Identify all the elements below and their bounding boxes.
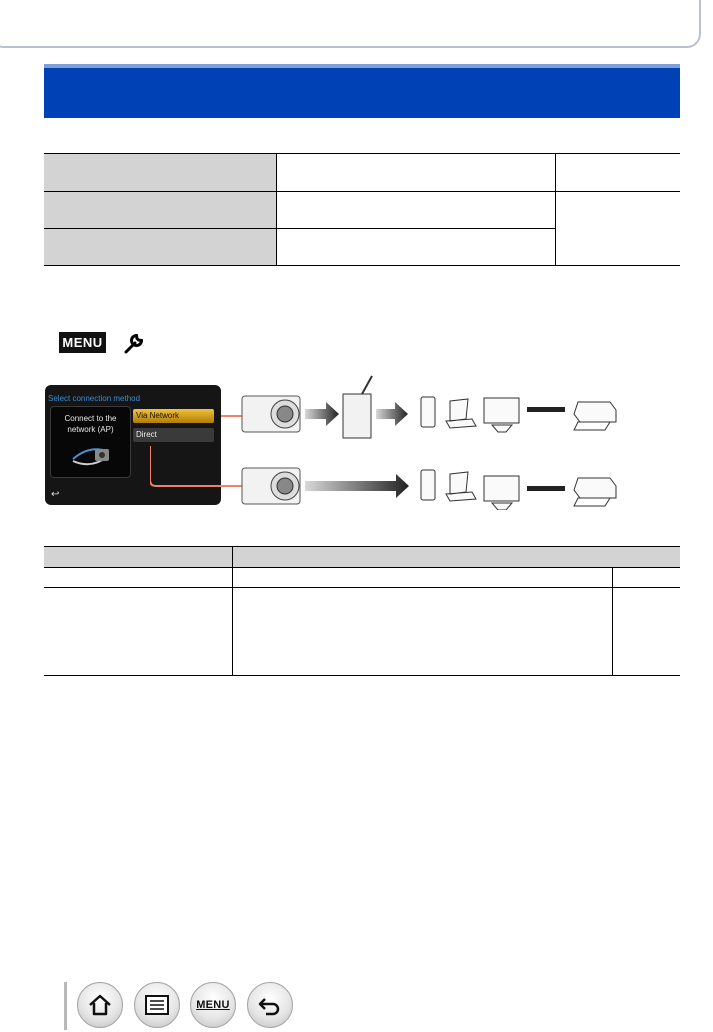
direct-connector <box>150 446 242 486</box>
section-title-bar <box>44 64 680 118</box>
home-icon <box>87 993 113 1017</box>
table-1-row-1-header <box>44 154 276 191</box>
back-arrow-icon <box>257 994 283 1016</box>
arrow-router-to-devices <box>376 402 408 426</box>
back-button[interactable] <box>247 982 293 1028</box>
menu-icon: MENU <box>196 999 230 1011</box>
table-1-row-3-header <box>44 229 276 265</box>
page-top-frame <box>0 0 701 48</box>
menu-button[interactable] <box>190 982 236 1028</box>
camera-screen-title: Select connection method <box>48 394 141 403</box>
arrow-camera-to-router <box>305 402 339 426</box>
back-icon[interactable]: ↩ <box>51 489 60 500</box>
table-2-col-divider-2 <box>612 568 613 675</box>
bottom-nav-rule <box>64 982 67 1030</box>
camera-icon-top <box>242 396 300 432</box>
connection-info-text: Connect to the network (AP) <box>64 414 117 434</box>
table-1-bottom-border <box>44 265 680 266</box>
table-1-col-divider-1 <box>276 154 277 265</box>
devices-bottom <box>421 470 616 510</box>
table-1-col-divider-2 <box>555 154 556 265</box>
table-1-row-2-header <box>44 192 276 228</box>
table-2-col-divider-1 <box>232 547 233 675</box>
connection-diagram <box>150 370 630 510</box>
camera-icon-bottom <box>242 468 300 504</box>
via-network-option[interactable]: Via Network <box>133 409 214 423</box>
router-icon <box>343 376 372 438</box>
direct-option[interactable]: Direct <box>133 428 214 442</box>
table-2-header-row <box>44 547 680 567</box>
contents-button[interactable] <box>134 982 180 1028</box>
connection-info-panel <box>50 406 131 478</box>
table-2-divider-1 <box>44 567 680 568</box>
menu-icon: MENU <box>59 332 106 353</box>
table-2-divider-2 <box>44 587 680 588</box>
devices-top <box>421 397 616 432</box>
home-button[interactable] <box>77 982 123 1028</box>
contents-list-icon <box>144 994 170 1016</box>
arrow-direct <box>305 474 409 498</box>
table-2-bottom-border <box>44 675 680 676</box>
network-connect-icon <box>69 443 115 469</box>
wrench-icon <box>122 331 146 355</box>
